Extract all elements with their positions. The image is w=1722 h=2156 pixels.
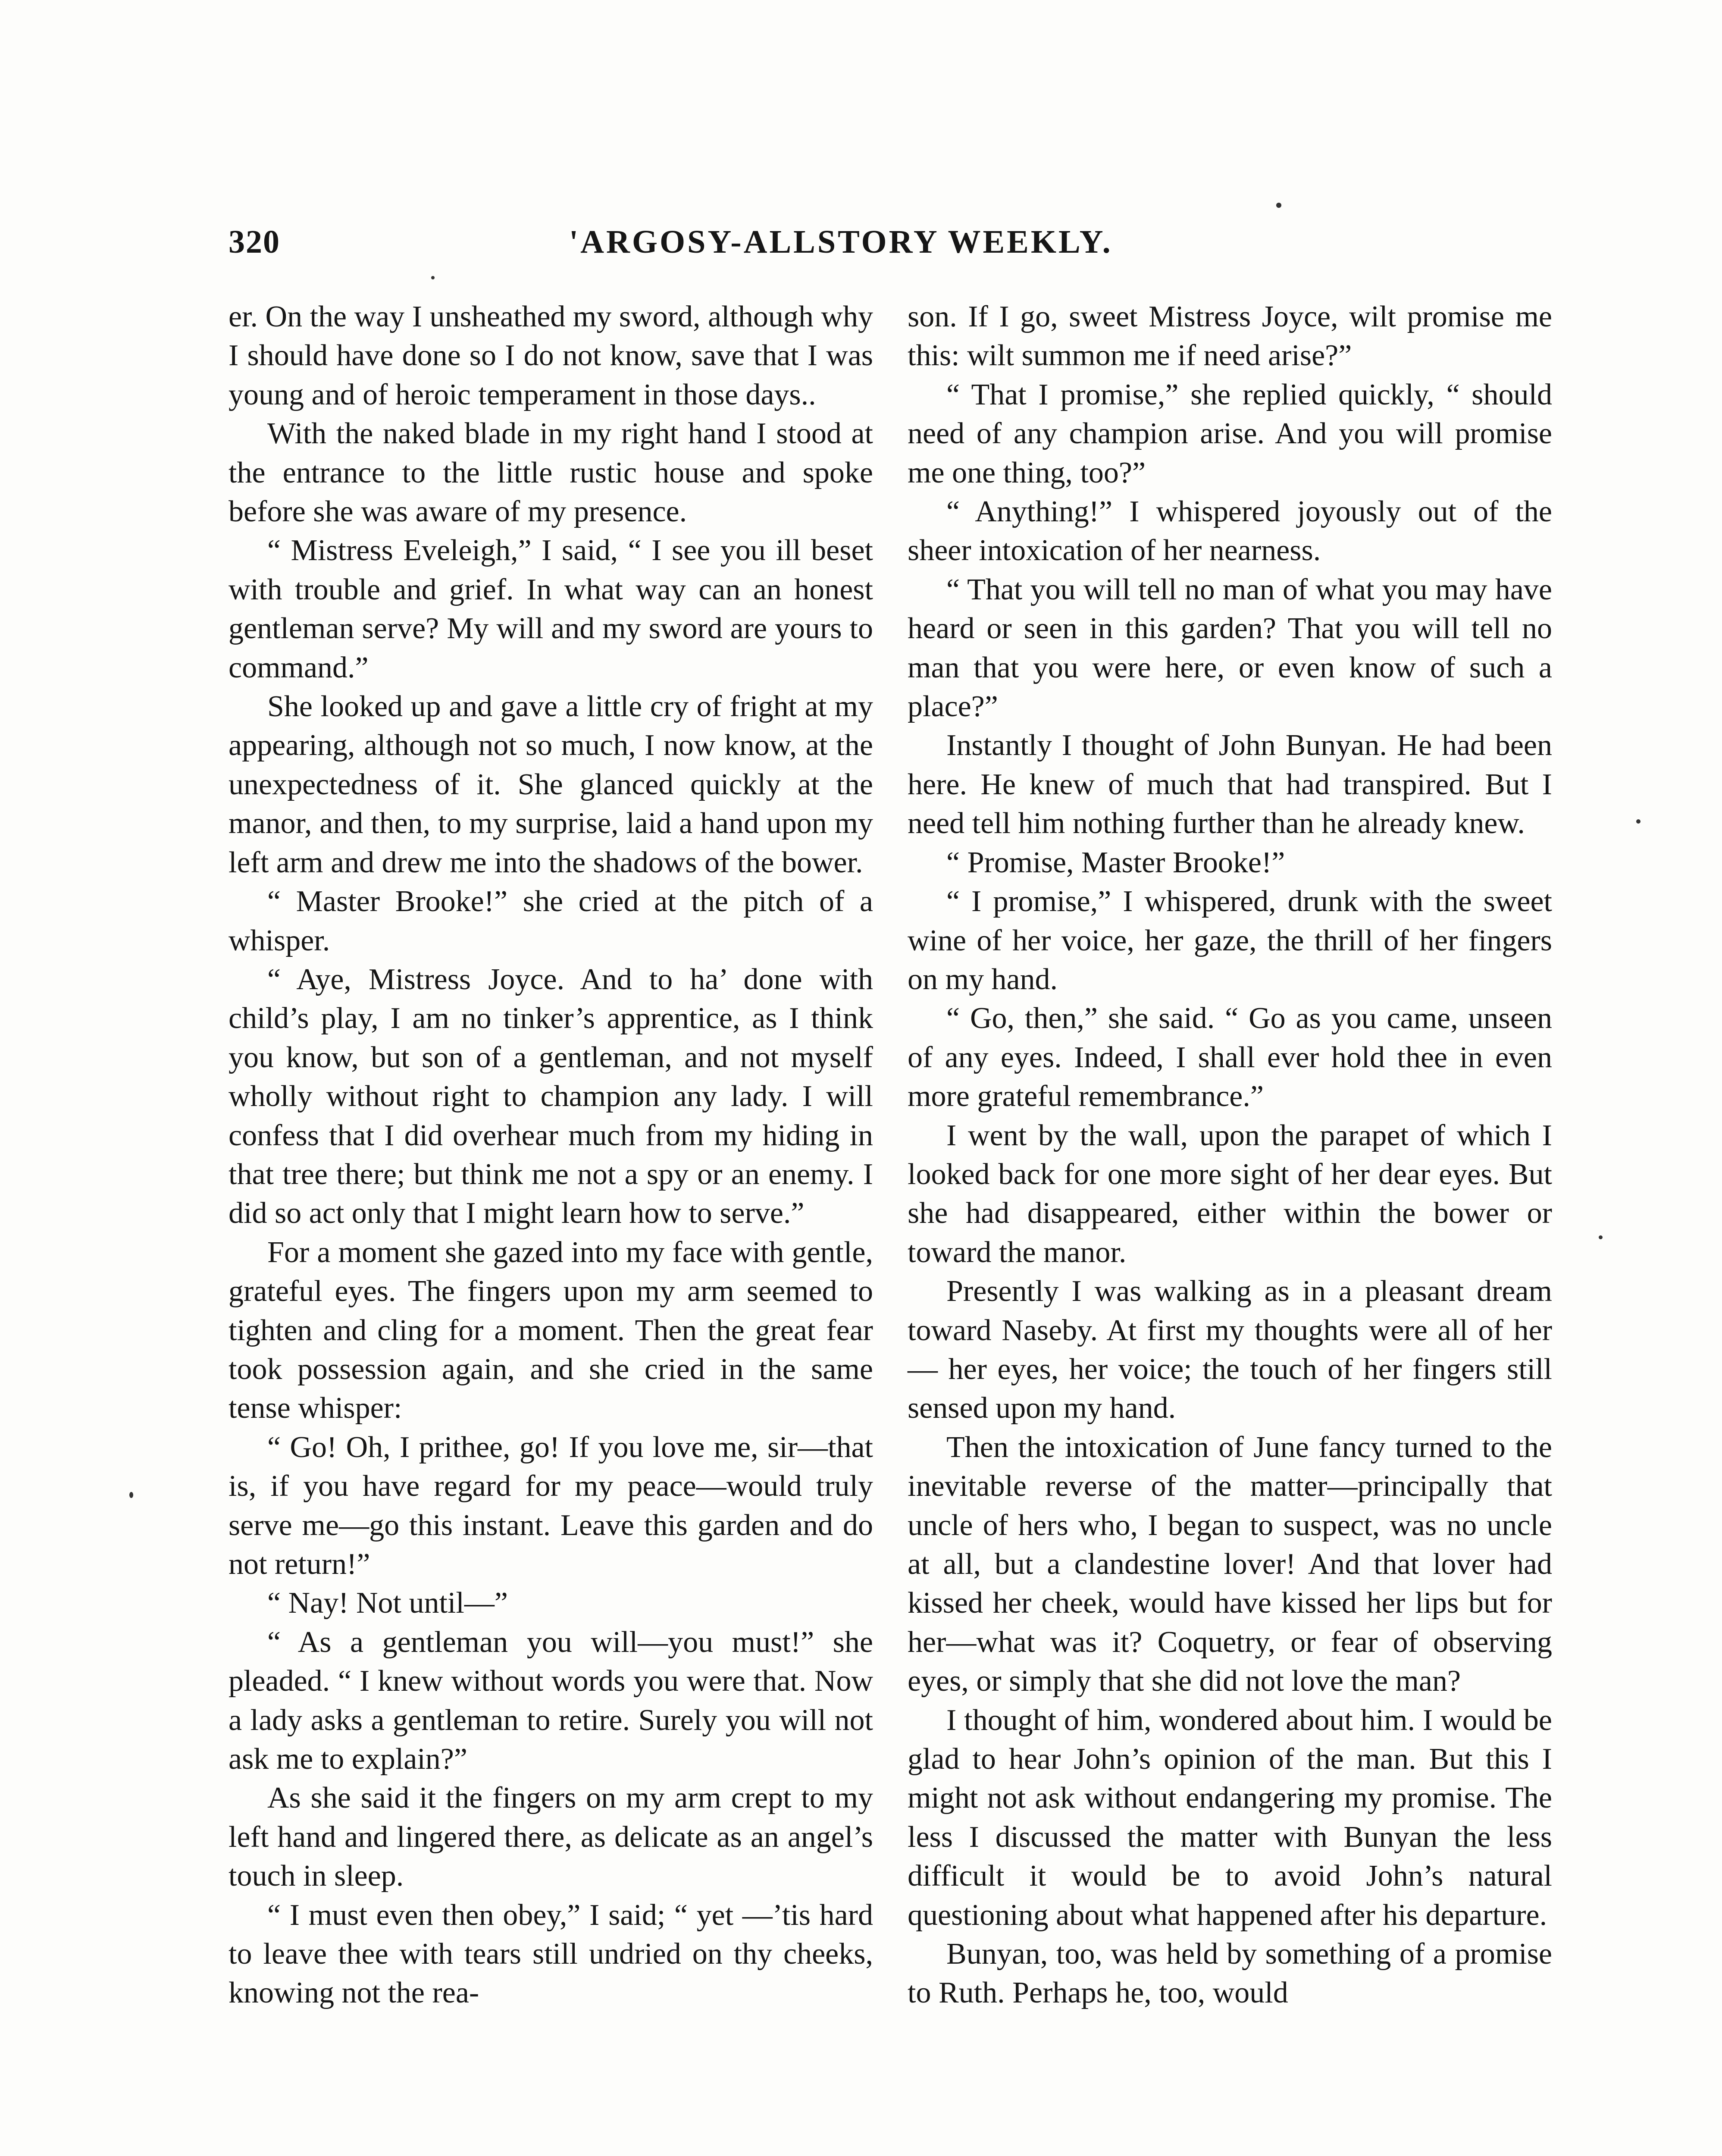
- paragraph: She looked up and gave a little cry of fright at my appearing, although not so much, I now know, at the unexpectedness of it. She glanced quickly at the manor, and then, to my surprise, laid a hand upon my left arm and drew me into the shadows of the bower.: [229, 690, 873, 879]
- paragraph: “ Go, then,” she said. “ Go as you came, unseen of any eyes. Indeed, I shall ever hold thee in even more grateful remembrance.”: [908, 1002, 1552, 1113]
- paragraph: “ I promise,” I whispered, drunk with the sweet wine of her voice, her gaze, the thrill of her fingers on my hand.: [908, 885, 1552, 996]
- print-speck: [1276, 203, 1281, 208]
- paragraph: “ Aye, Mistress Joyce. And to ha’ done with child’s play, I am no tinker’s apprentice, as I think you know, but son of a gentleman, and not myself wholly without right to champion any lady. I will confess that I did overhear much from my hiding in that tree there; but think me not a spy or an enemy. I did so act only that I might learn how to serve.”: [229, 962, 873, 1230]
- paragraph: “ Promise, Master Brooke!”: [946, 846, 1285, 879]
- print-speck: [431, 276, 435, 279]
- paragraph: As she said it the fingers on my arm crept to my left hand and lingered there, as delicate as an angel’s touch in sleep.: [229, 1781, 873, 1893]
- paragraph: Presently I was walking as in a pleasant dream toward Naseby. At first my thoughts were all of her — her eyes, her voice; the touch of her fingers still sensed upon my hand.: [908, 1275, 1552, 1425]
- paragraph: “ I must even then obey,” I said; “ yet —’tis hard to leave thee with tears still undried on thy cheeks, knowing not the rea-: [229, 1898, 873, 2010]
- running-title: 'ARGOSY-ALLSTORY WEEKLY.: [569, 224, 1113, 260]
- print-speck: [1599, 1235, 1603, 1239]
- paragraph: “ Go! Oh, I prithee, go! If you love me, sir—that is, if you have regard for my peace—would truly serve me—go this instant. Leave this garden and do not return!”: [229, 1430, 873, 1581]
- left-column: [229, 298, 873, 2013]
- paragraph: “ That I promise,” she replied quickly, “ should need of any champion arise. And you will promise me one thing, too?”: [908, 378, 1552, 489]
- paragraph: “ Master Brooke!” she cried at the pitch of a whisper.: [229, 885, 873, 957]
- paragraph: “ Mistress Eveleigh,” I said, “ I see you ill beset with trouble and grief. In what way can an honest gentleman serve? My will and my sword are yours to command.”: [229, 534, 873, 684]
- paragraph: son. If I go, sweet Mistress Joyce, wilt promise me this: wilt summon me if need arise?”: [908, 300, 1552, 373]
- page-header: [229, 223, 1177, 266]
- page-number: 320: [229, 224, 280, 260]
- print-speck: [1636, 819, 1641, 824]
- paragraph: Then the intoxication of June fancy turned to the inevitable reverse of the matter—principally that uncle of hers who, I began to suspect, was no uncle at all, but a clandestine lover! And that lover had kissed her cheek, would have kissed her lips but for her—what was it? Coquetry, or fear of observing eyes, or simply that she did not love the man?: [908, 1430, 1552, 1698]
- paragraph: I thought of him, wondered about him. I would be glad to hear John’s opinion of the man. But this I might not ask without endangering my promise. The less I discussed the matter with Bunyan the less difficult it would be to avoid John’s natural questioning about what happened after his departure.: [908, 1703, 1552, 1932]
- paragraph: “ Anything!” I whispered joyously out of the sheer intoxication of her nearness.: [908, 495, 1552, 567]
- paragraph: For a moment she gazed into my face with gentle, grateful eyes. The fingers upon my arm seemed to tighten and cling for a moment. Then the great fear took possession again, and she cried in the same tense whisper:: [229, 1235, 873, 1425]
- paragraph: Instantly I thought of John Bunyan. He had been here. He knew of much that had transpired. But I need tell him nothing further than he already knew.: [908, 729, 1552, 840]
- paragraph: With the naked blade in my right hand I stood at the entrance to the little rustic house and spoke before she was aware of my presence.: [229, 417, 873, 529]
- paragraph: Bunyan, too, was held by something of a promise to Ruth. Perhaps he, too, would: [908, 1937, 1552, 2010]
- right-column: [908, 298, 1552, 2013]
- paragraph: “ Nay! Not until—”: [267, 1586, 508, 1620]
- paragraph: I went by the wall, upon the parapet of which I looked back for one more sight of her dear eyes. But she had disappeared, either within the bower or toward the manor.: [908, 1119, 1552, 1269]
- paragraph: er. On the way I unsheathed my sword, although why I should have done so I do not know, save that I was young and of heroic temperament in those days..: [229, 300, 873, 411]
- print-speck: [129, 1492, 133, 1498]
- paragraph: “ That you will tell no man of what you may have heard or seen in this garden? That you will tell no man that you were here, or even know of such a place?”: [908, 573, 1552, 724]
- paragraph: “ As a gentleman you will—you must!” she pleaded. “ I knew without words you were that. Now a lady asks a gentleman to retire. Surely you will not ask me to explain?”: [229, 1625, 873, 1776]
